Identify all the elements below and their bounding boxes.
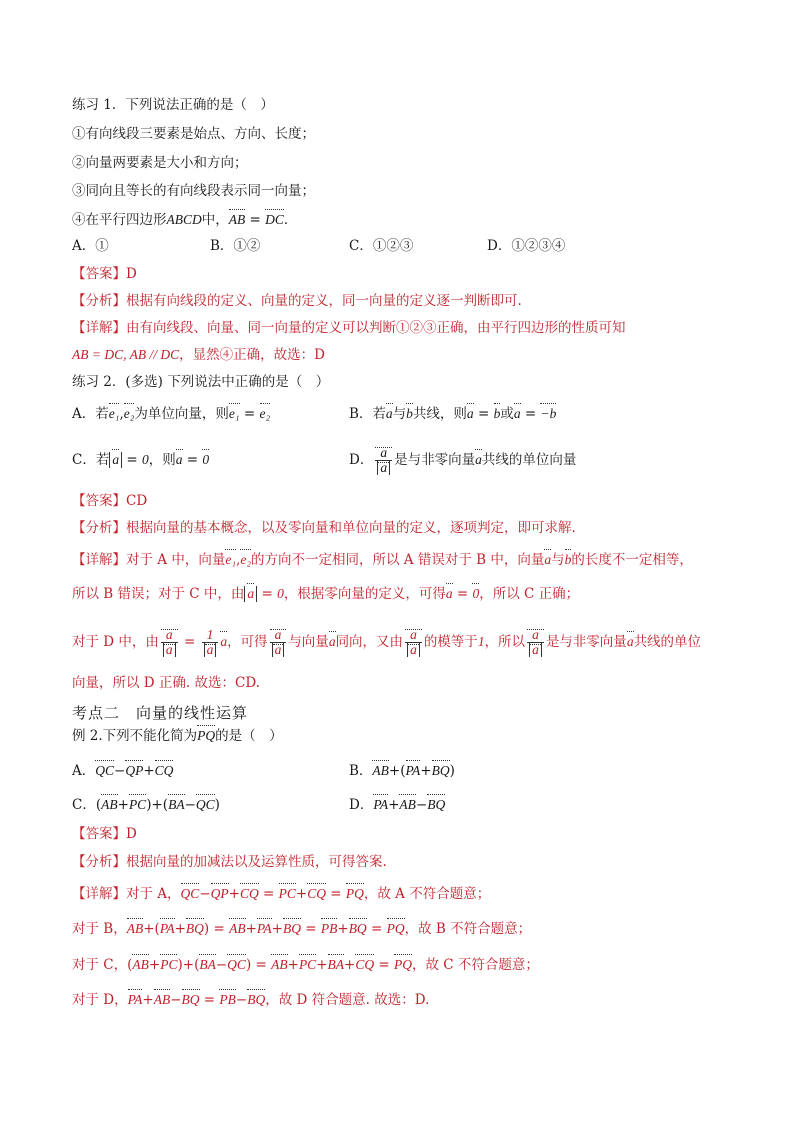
vector-qc: QC [196,793,215,815]
eq: = [257,586,278,602]
minus: − [199,886,211,902]
d2a: 所以 B 错误；对于 C 中，由 [72,586,245,602]
frac-abs: a [529,643,542,657]
plus: + [117,797,129,813]
rparen: ) [203,921,210,937]
zero: 0 [277,586,284,601]
vector-pb: PB [321,917,338,939]
vector-pb: PB [219,988,236,1010]
opt-pre: D． [349,797,374,813]
analysis-text: 根据向量的加减法以及运算性质，可得答案. [126,854,387,870]
question-2: 练习 2．(多选) 下列说法中正确的是（ ） [72,374,330,390]
answer-tag: 【答案】 [72,826,126,842]
vector-ba: BA [328,953,345,975]
minus: − [114,763,126,779]
answer-tag: 【答案】 [72,266,126,282]
opt2c-mid: ，则 [148,452,176,468]
option-c: C．①②③ [349,238,414,254]
eq: = [239,406,260,422]
s4-abcd: ABCD [166,212,202,227]
vector-qc: QC [95,759,114,781]
plus: + [148,957,161,973]
vector-a: a [475,448,482,470]
eq: = [182,452,203,468]
answer-tag: 【答案】 [72,493,126,509]
vector-cq: CQ [307,882,326,904]
opt2b-or: 或 [500,406,514,422]
lparen: ( [400,763,406,779]
eq: = [199,992,220,1008]
detail-3-c [72,953,539,975]
opt2d-mid: 是与非零向量 [394,452,476,468]
opt-pre: A． [72,763,96,779]
dC-end: ，故 C 不符合题意； [412,957,539,973]
vector-a: a [544,548,551,570]
vector-bq: BQ [427,793,445,815]
eq: = [374,957,394,973]
opt2b-pre: B．若 [349,406,386,422]
option-a: A．① [72,238,109,254]
vector-bq: BQ [349,917,367,939]
vector-a: a [467,402,474,424]
vector-zero: 0 [472,582,479,604]
vector-b: b [494,402,501,424]
abs-a [244,586,257,602]
vector-pc: PC [160,953,177,975]
detail-2-line2 [72,582,579,604]
eq: = [179,634,200,650]
detail-2-line3 [72,628,701,657]
vector-b: b [406,402,413,424]
d3d: 同向，又由 [335,634,404,650]
d3b: ，可得 [227,634,268,650]
vector-cq: CQ [240,882,259,904]
frac-num: a [161,628,178,643]
rparen: ) [245,957,252,973]
d3e: 的模等于 [423,634,478,650]
vector-a: a [329,630,336,652]
eq: = [209,921,230,937]
rparen: ) [177,957,183,973]
vector-qp: QP [125,759,143,781]
plus: + [287,957,299,973]
analysis-3 [72,852,387,872]
vector-a: a [220,630,227,652]
plus: + [295,886,308,902]
vector-bq: BQ [247,988,265,1010]
rparen: ) [449,763,455,779]
q-end: 的是（ ） [215,728,283,744]
rparen: ) [146,797,152,813]
statement-2: ②向量两要素是大小和方向； [72,155,248,171]
vector-e2: e₂ [260,402,271,424]
lparen: ( [127,957,133,973]
frac-num: a [270,628,287,643]
vector-b: b [565,548,572,570]
vector-pa: PA [406,759,421,781]
vector-cq: CQ [355,953,374,975]
opt2a-mid: 为单位向量，则 [134,406,229,422]
rparen: ) [214,797,220,813]
option-2a [72,402,270,424]
analysis-text: 根据有向线段的定义、向量的定义，同一向量的定义逐一判断即可. [126,293,522,309]
dB-end: ，故 B 不符合题意； [404,921,532,937]
s4-end: ． [283,212,298,228]
zero: 0 [142,452,149,467]
d1a: 对于 A 中，向量 [126,552,226,568]
unit-vector-fraction [375,446,392,475]
d1e: 的长度不一定相等， [571,552,693,568]
eq: = [122,452,142,468]
vector-pc: PC [129,793,146,815]
answer-value: CD [126,493,148,509]
eq: = [300,921,321,937]
frac-num: a [405,628,422,643]
lparen: ( [95,797,102,813]
minus: − [235,992,248,1008]
abs-a [109,452,122,468]
vector-e2: e₂ [124,402,135,424]
option-b: B．①② [210,238,261,254]
eq: = [251,957,272,973]
frac-den [270,643,287,657]
answer-value: D [126,826,137,842]
frac-abs: a [204,643,217,657]
lparen: ( [162,797,169,813]
lparen: ( [154,921,160,937]
frac-den [202,643,219,657]
section-title: 考点二 向量的线性运算 [72,704,249,722]
vector-zero: 0 [202,448,209,470]
dB-pre: 对于 B， [72,921,127,937]
detail-2-line4: 向量，所以 D 正确. 故选：CD. [72,675,260,691]
vector-qc: QC [181,882,200,904]
frac-den [527,643,544,657]
plus: + [344,957,356,973]
comma: , [119,406,124,422]
option-2b [349,402,556,424]
plus: + [151,797,163,813]
vector-ab: AB [271,953,288,975]
answer-1 [72,264,137,284]
vector-a: a [514,402,521,424]
frac-den [375,461,392,475]
dC-pre: 对于 C， [72,957,128,973]
vector-pc: PC [299,953,316,975]
d2c: ，所以 C 正确； [479,586,580,602]
minus: − [415,797,428,813]
vector-pq: PQ [387,917,405,939]
plus: + [182,957,195,973]
opt2d-pre: D． [349,452,374,468]
analysis-1 [72,291,522,311]
vector-ab: AB [372,759,389,781]
fraction-unit [270,628,287,657]
vector-cq: CQ [155,759,174,781]
option-d: D．①②③④ [487,238,566,254]
frac-abs: a [272,643,285,657]
minus: − [170,992,182,1008]
vector-qc: QC [227,953,246,975]
plus: + [143,921,155,937]
minus: − [184,797,196,813]
d3a: 对于 D 中，由 [72,634,159,650]
detail-3-d [72,988,429,1010]
vector-bq: BQ [182,988,200,1010]
opt2b-m2: 共线，则 [412,406,467,422]
answer-value: D [126,266,137,282]
fraction-a-over-abs [161,628,178,657]
d3h: 共线的单位 [633,634,702,650]
lparen: ( [194,957,200,973]
fraction-unit [405,628,422,657]
s4-pre: ④在平行四边形 [72,212,167,228]
frac-one: 1 [202,628,219,643]
analysis-tag: 【分析】 [72,520,126,536]
plus: + [420,763,432,779]
d1c: 对于 B 中，向量 [444,552,545,568]
opt2c-pre: C．若 [72,452,110,468]
detail-text-2: ，显然④正确，故选：D [179,347,325,363]
vector-qp: QP [211,882,229,904]
vector-e1: e₁ [229,402,240,424]
example-2-option-d [349,793,445,815]
detail-3-b [72,917,531,939]
vector-e1: e₁ [225,548,236,570]
minus: − [215,957,228,973]
vector-ba: BA [168,793,185,815]
dA-pre: 对于 A， [126,886,181,902]
plus: + [142,992,154,1008]
d3f: ，所以 [484,634,526,650]
vector-a: a [176,448,183,470]
detail-tag: 【详解】 [72,552,126,568]
fraction-one-over-abs [202,628,219,657]
s4-mid: 中， [201,212,229,228]
frac-abs: a [163,643,176,657]
vector-pa: PA [373,793,388,815]
vector-pa: PA [257,917,272,939]
plus: + [228,886,240,902]
frac-abs: a [377,461,390,475]
frac-num: a [527,628,544,643]
vector-ab: AB [229,917,246,939]
vector-pq: PQ [197,724,215,746]
frac-den [405,643,422,657]
frac-den [161,643,178,657]
detail-3-a [72,882,490,904]
s4-eq: = [245,212,266,228]
example-2-option-b [349,759,455,781]
d1b: 的方向不一定相同，所以 A 错误 [251,552,445,568]
plus: + [271,921,283,937]
example-2-option-a [72,759,173,781]
eq: = [366,921,387,937]
q-pre: 例 2.下列不能化简为 [72,728,198,744]
eq: = [325,886,346,902]
detail-tag: 【详解】 [72,886,126,902]
plus: + [174,921,186,937]
d2b: ，根据零向量的定义，可得 [283,586,446,602]
comma: , [236,552,241,568]
vector-pa: PA [160,917,175,939]
opt-pre: B． [349,763,373,779]
detail-tag: 【详解】 [72,320,126,336]
vector-ab: AB [399,793,416,815]
eq: = [473,406,494,422]
eq: = [258,886,279,902]
detail-1b [72,345,325,365]
example-2-option-c [72,793,220,815]
example-2-question [72,724,283,746]
analysis-tag: 【分析】 [72,293,126,309]
d1d: 与 [551,552,565,568]
statement-4 [72,208,297,230]
answer-2 [72,491,147,511]
analysis-2 [72,518,576,538]
opt2b-m1: 与 [392,406,407,422]
vector-ab: AB [132,953,149,975]
vector-pq: PQ [346,882,364,904]
analysis-tag: 【分析】 [72,854,126,870]
fraction-unit [527,628,544,657]
vector-pc: PC [279,882,296,904]
plus: + [337,921,349,937]
plus: + [245,921,257,937]
eq: = [452,586,473,602]
vector-bq: BQ [186,917,204,939]
detail-2-line1 [72,548,693,570]
vector-ab: AB [229,208,246,230]
option-2c [72,448,209,470]
answer-3 [72,824,137,844]
vector-dc: DC [265,208,284,230]
dD-pre: 对于 D， [72,992,128,1008]
plus: + [388,763,401,779]
vector-ab: AB [154,988,171,1010]
option-2d [349,446,576,475]
vector-bq: BQ [432,759,450,781]
vector-a: a [112,448,119,470]
detail-1 [72,318,626,338]
detail-text: 由有向线段、向量、同一向量的定义可以判断①②③正确，由平行四边形的性质可知 [126,320,626,336]
analysis-text: 根据向量的基本概念，以及零向量和单位向量的定义，逐项判定，即可求解. [126,520,576,536]
vector-a: a [446,582,453,604]
vector-pa: PA [128,988,143,1010]
vector-bq: BQ [283,917,301,939]
plus: + [143,763,155,779]
opt2d-end: 共线的单位向量 [481,452,577,468]
dA-end: ，故 A 不符合题意； [363,886,491,902]
detail-math: AB = DC, AB // DC [72,347,180,362]
opt2a-pre: A．若 [72,406,109,422]
vector-neg-b: −b [540,402,556,424]
d3g: 是与非零向量 [545,634,627,650]
statement-1: ①有向线段三要素是始点、方向、长度； [72,126,315,142]
vector-e1: e₁ [109,402,120,424]
eq: = [520,406,541,422]
plus: + [316,957,328,973]
vector-e2: e₂ [240,548,251,570]
vector-ab: AB [127,917,144,939]
plus: + [388,797,400,813]
question-1: 练习 1．下列说法正确的是（ ） [72,97,274,113]
opt-pre: C． [72,797,96,813]
vector-ba: BA [199,953,216,975]
vector-ab: AB [101,793,118,815]
frac-abs: a [407,643,420,657]
vector-a: a [386,402,393,424]
statement-3: ③同向且等长的有向线段表示同一向量； [72,183,315,199]
frac-num: a [375,446,392,461]
one: 1 [477,634,485,649]
vector-a: a [627,630,634,652]
vector-a: a [247,582,254,604]
vector-pq: PQ [394,953,412,975]
d3c: 与向量 [288,634,329,650]
dD-end: ，故 D 符合题意. 故选：D. [265,992,430,1008]
